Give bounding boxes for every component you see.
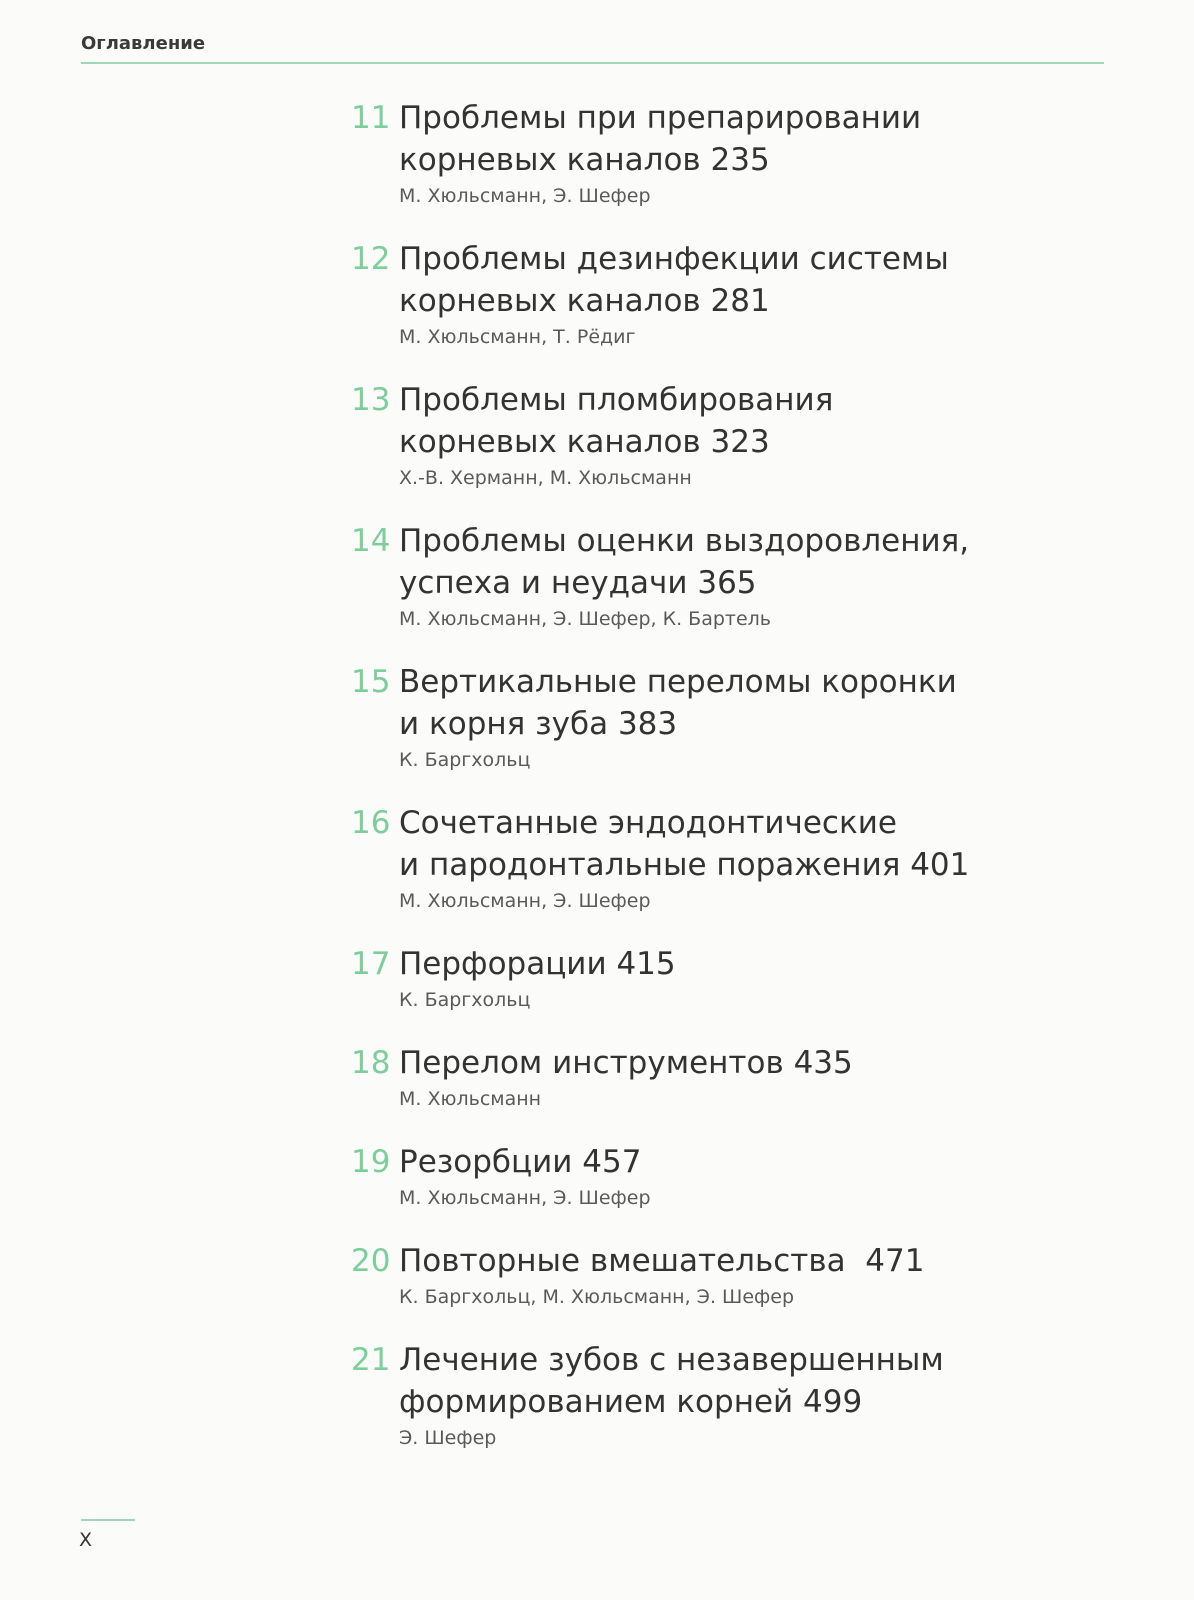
- chapter-number: 18: [351, 1045, 391, 1081]
- chapter-authors: Э. Шефер: [399, 1427, 497, 1449]
- chapter-title-line: Сочетанные эндодонтические: [399, 805, 897, 841]
- toc-entry-14[interactable]: [351, 520, 1111, 633]
- chapter-number: 14: [351, 523, 391, 559]
- chapter-authors: М. Хюльсманн, Э. Шефер: [399, 890, 651, 912]
- chapter-title-line: и пародонтальные поражения 401: [399, 847, 970, 883]
- chapter-title-line: Перфорации 415: [399, 946, 676, 982]
- toc-entry-16[interactable]: [351, 802, 1111, 915]
- chapter-authors: М. Хюльсманн, Э. Шефер, К. Бартель: [399, 608, 772, 630]
- chapter-title-line: корневых каналов 235: [399, 142, 770, 178]
- chapter-title-line: Проблемы оценки выздоровления,: [399, 523, 970, 559]
- toc-entry-17[interactable]: [351, 943, 1111, 1014]
- toc-entry-18[interactable]: [351, 1042, 1111, 1113]
- chapter-number: 20: [351, 1243, 391, 1279]
- chapter-number: 17: [351, 946, 391, 982]
- chapter-number: 12: [351, 241, 391, 277]
- page-number: X: [79, 1529, 93, 1551]
- chapter-authors: М. Хюльсманн, Э. Шефер: [399, 185, 651, 207]
- chapter-title-line: формированием корней 499: [399, 1384, 863, 1420]
- chapter-title-line: Резорбции 457: [399, 1144, 642, 1180]
- chapter-title-line: Проблемы при препарировании: [399, 100, 922, 136]
- chapter-number: 15: [351, 664, 391, 700]
- table-of-contents: [351, 97, 1111, 1452]
- chapter-authors: Х.-В. Херманн, М. Хюльсманн: [399, 467, 692, 489]
- chapter-number: 11: [351, 100, 391, 136]
- chapter-authors: М. Хюльсманн, Т. Рёдиг: [399, 326, 636, 348]
- toc-entry-13[interactable]: [351, 379, 1111, 492]
- chapter-title-line: корневых каналов 281: [399, 283, 770, 319]
- toc-entry-12[interactable]: [351, 238, 1111, 351]
- chapter-title-line: Перелом инструментов 435: [399, 1045, 853, 1081]
- chapter-title-line: Лечение зубов с незавершенным: [399, 1342, 944, 1378]
- chapter-title-line: успеха и неудачи 365: [399, 565, 757, 601]
- toc-entry-15[interactable]: [351, 661, 1111, 774]
- chapter-title-line: корневых каналов 323: [399, 424, 770, 460]
- toc-entry-20[interactable]: [351, 1240, 1111, 1311]
- chapter-authors: К. Баргхольц: [399, 989, 531, 1011]
- chapter-title-line: и корня зуба 383: [399, 706, 678, 742]
- header-rule: [81, 62, 1104, 64]
- page-header-title: Оглавление: [81, 33, 206, 54]
- chapter-number: 21: [351, 1342, 391, 1378]
- chapter-authors: К. Баргхольц: [399, 749, 531, 771]
- footer-rule: [81, 1519, 135, 1521]
- chapter-title-line: Повторные вмешательства 471: [399, 1243, 925, 1279]
- chapter-number: 16: [351, 805, 391, 841]
- toc-entry-19[interactable]: [351, 1141, 1111, 1212]
- toc-entry-21[interactable]: [351, 1339, 1111, 1452]
- chapter-title-line: Проблемы дезинфекции системы: [399, 241, 949, 277]
- chapter-authors: М. Хюльсманн, Э. Шефер: [399, 1187, 651, 1209]
- chapter-number: 19: [351, 1144, 391, 1180]
- chapter-title-line: Вертикальные переломы коронки: [399, 664, 957, 700]
- toc-entry-11[interactable]: [351, 97, 1111, 210]
- chapter-authors: М. Хюльсманн: [399, 1088, 542, 1110]
- chapter-number: 13: [351, 382, 391, 418]
- chapter-title-line: Проблемы пломбирования: [399, 382, 834, 418]
- chapter-authors: К. Баргхольц, М. Хюльсманн, Э. Шефер: [399, 1286, 795, 1308]
